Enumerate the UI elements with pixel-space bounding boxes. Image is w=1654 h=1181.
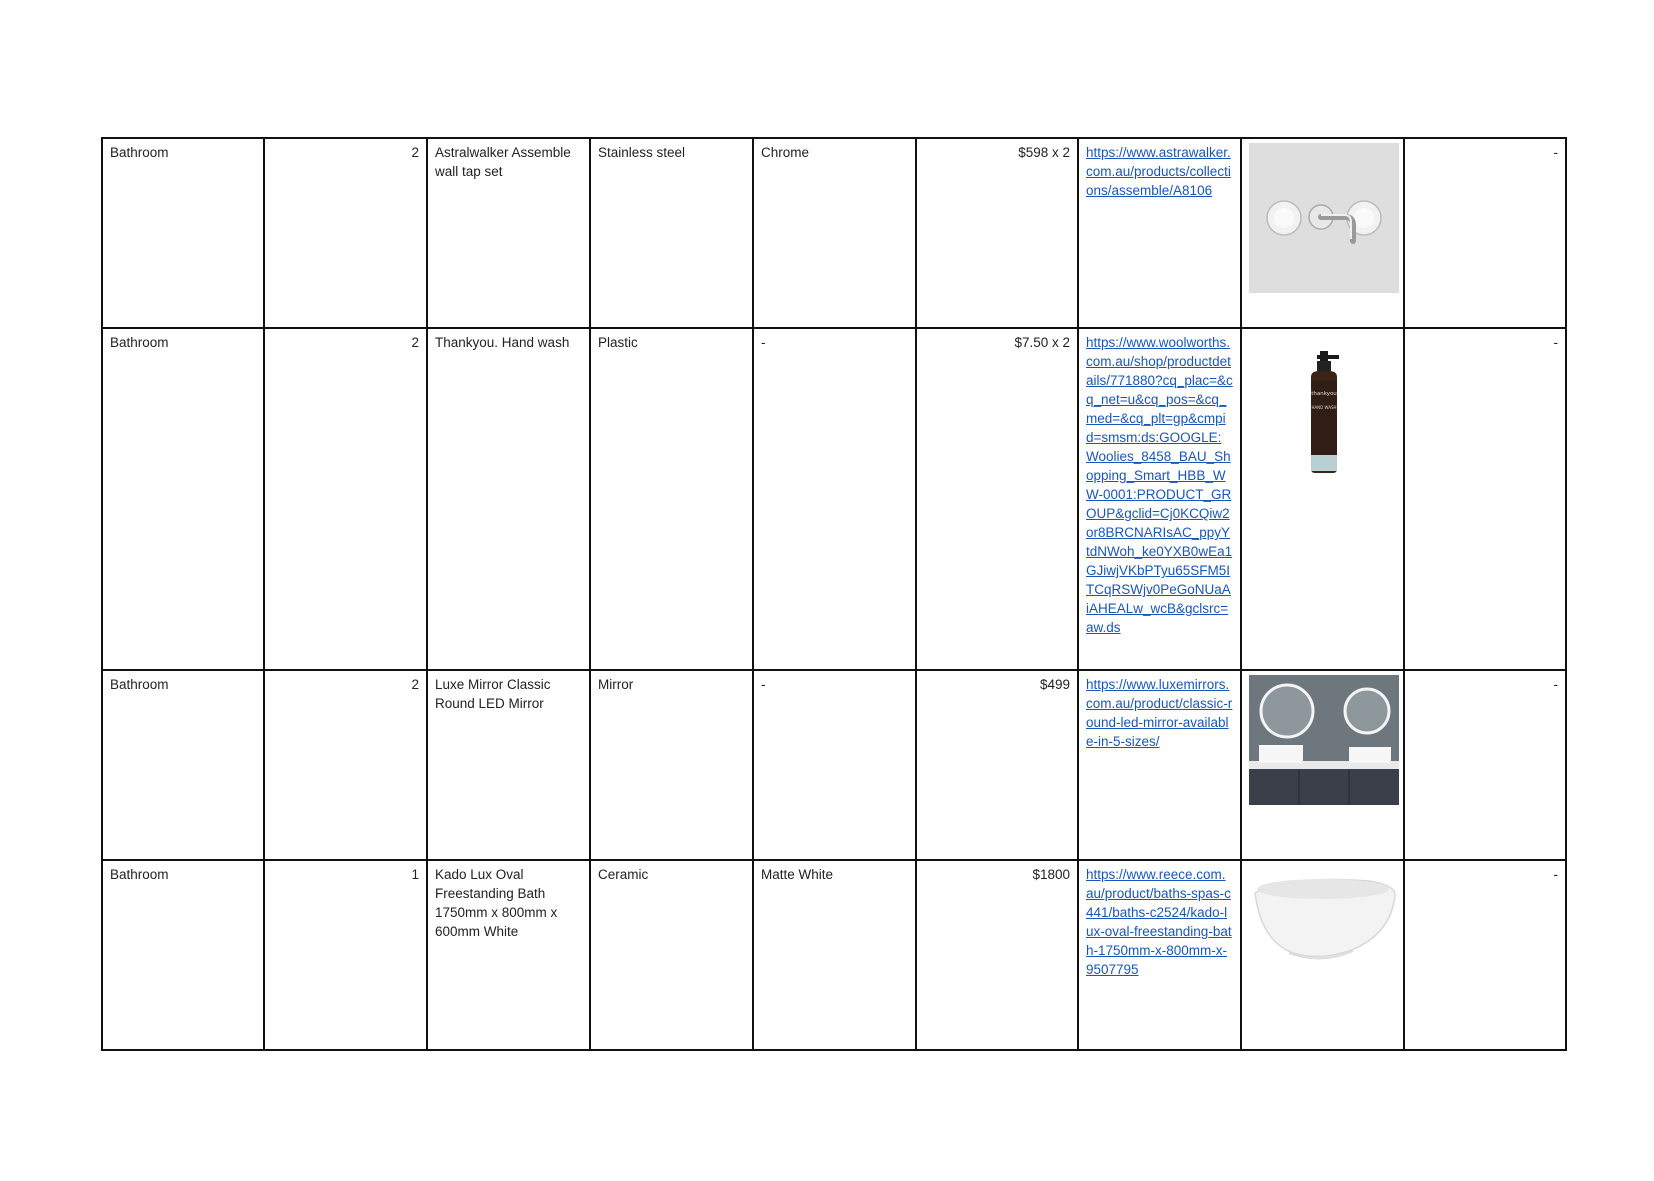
link-cell: [1078, 138, 1241, 328]
svg-text:thankyou: thankyou: [1311, 391, 1337, 397]
table-row: [102, 138, 1566, 328]
room-cell: Bathroom: [102, 138, 264, 328]
finish-cell: -: [753, 328, 916, 670]
finish-cell: Chrome: [753, 138, 916, 328]
product-link[interactable]: https://www.astrawalker.com.au/products/collections/assemble/A8106: [1086, 145, 1231, 198]
note-cell: -: [1404, 670, 1566, 860]
price-cell: $598 x 2: [916, 138, 1078, 328]
hand-wash-bottle-photo: [1249, 333, 1399, 483]
material-cell: Ceramic: [590, 860, 753, 1050]
product-link[interactable]: https://www.luxemirrors.com.au/product/classic-round-led-mirror-available-in-5-sizes/: [1086, 677, 1233, 749]
price-cell: $1800: [916, 860, 1078, 1050]
wall-tap-set-photo: [1249, 143, 1399, 293]
quantity-cell: 2: [264, 328, 427, 670]
product-link[interactable]: https://www.reece.com.au/product/baths-spas-c441/baths-c2524/kado-lux-oval-freestanding-bath-1750mm-x-800mm-x-9507795: [1086, 867, 1232, 977]
table-row: [102, 328, 1566, 670]
note-cell: -: [1404, 328, 1566, 670]
table-row: [102, 670, 1566, 860]
image-cell: [1241, 328, 1404, 670]
link-cell: [1078, 328, 1241, 670]
product-schedule-table: [101, 137, 1567, 1051]
led-mirror-photo: [1249, 675, 1399, 805]
finish-cell: -: [753, 670, 916, 860]
room-cell: Bathroom: [102, 860, 264, 1050]
freestanding-bath-photo: [1249, 865, 1399, 975]
material-cell: Plastic: [590, 328, 753, 670]
item-cell: Astralwalker Assemble wall tap set: [427, 138, 590, 328]
image-cell: [1241, 860, 1404, 1050]
price-cell: $7.50 x 2: [916, 328, 1078, 670]
product-link[interactable]: https://www.woolworths.com.au/shop/productdetails/771880?cq_plac=&cq_net=u&cq_pos=&cq_med=&cq_plt=gp&cmpid=smsm:ds:GOOGLE:Woolies_8458_BAU_Shopping_Smart_HBB_WW-0001:PRODUCT_GROUP&gclid=Cj0KCQiw2or8BRCNARIsAC_ppyYtdNWoh_ke0YXB0wEa1GJiwjVKbPTyu65SFM5ITCqRSWjv0PeGoNUaAiAHEALw_wcB&gclsrc=aw.ds: [1086, 335, 1233, 635]
item-cell: Luxe Mirror Classic Round LED Mirror: [427, 670, 590, 860]
image-cell: [1241, 138, 1404, 328]
svg-text:HAND WASH: HAND WASH: [1311, 405, 1337, 410]
material-cell: Mirror: [590, 670, 753, 860]
room-cell: Bathroom: [102, 328, 264, 670]
price-cell: $499: [916, 670, 1078, 860]
finish-cell: Matte White: [753, 860, 916, 1050]
quantity-cell: 1: [264, 860, 427, 1050]
material-cell: Stainless steel: [590, 138, 753, 328]
quantity-cell: 2: [264, 670, 427, 860]
link-cell: [1078, 860, 1241, 1050]
link-cell: [1078, 670, 1241, 860]
table-row: [102, 860, 1566, 1050]
note-cell: -: [1404, 860, 1566, 1050]
room-cell: Bathroom: [102, 670, 264, 860]
image-cell: [1241, 670, 1404, 860]
item-cell: Thankyou. Hand wash: [427, 328, 590, 670]
quantity-cell: 2: [264, 138, 427, 328]
note-cell: -: [1404, 138, 1566, 328]
item-cell: Kado Lux Oval Freestanding Bath 1750mm x 800mm x 600mm White: [427, 860, 590, 1050]
